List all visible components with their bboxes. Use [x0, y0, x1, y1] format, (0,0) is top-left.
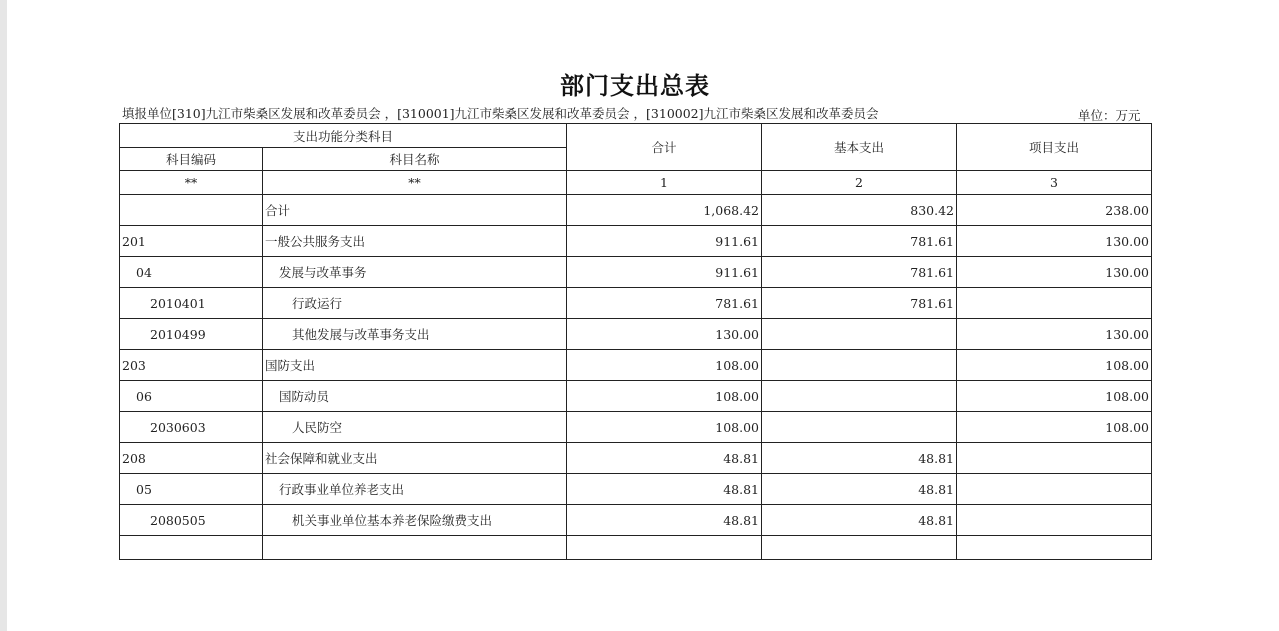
- code-cell: 2080505: [120, 505, 263, 536]
- header-code-mark: **: [120, 171, 263, 195]
- code-cell: [120, 195, 263, 226]
- project-cell: 130.00: [957, 319, 1152, 350]
- basic-cell: 781.61: [762, 257, 957, 288]
- project-cell: [957, 536, 1152, 560]
- basic-cell: [762, 319, 957, 350]
- header-total-no: 1: [567, 171, 762, 195]
- name-cell: 国防动员: [263, 381, 567, 412]
- table-row: [120, 226, 1152, 257]
- code-cell: 203: [120, 350, 263, 381]
- filling-unit-line: 填报单位[310]九江市柴桑区发展和改革委员会 ，[310001]九江市柴桑区发展和改革委员会 ，[310002]九江市柴桑区发展和改革委员会: [122, 106, 879, 121]
- page-title: 部门支出总表: [560, 72, 710, 100]
- total-cell: 108.00: [567, 412, 762, 443]
- code-cell: 05: [120, 474, 263, 505]
- total-cell: 108.00: [567, 350, 762, 381]
- table-row: [120, 350, 1152, 381]
- name-cell: 一般公共服务支出: [263, 226, 567, 257]
- total-cell: 48.81: [567, 505, 762, 536]
- code-cell: 2030603: [120, 412, 263, 443]
- code-cell: [120, 536, 263, 560]
- total-cell: 48.81: [567, 474, 762, 505]
- basic-cell: [762, 381, 957, 412]
- name-cell: 合计: [263, 195, 567, 226]
- total-cell: 781.61: [567, 288, 762, 319]
- table-row: [120, 412, 1152, 443]
- basic-cell: 48.81: [762, 443, 957, 474]
- code-cell: 06: [120, 381, 263, 412]
- expenditure-table: [119, 123, 1152, 560]
- name-cell: 社会保障和就业支出: [263, 443, 567, 474]
- basic-cell: 781.61: [762, 226, 957, 257]
- table-row: [120, 474, 1152, 505]
- basic-cell: [762, 536, 957, 560]
- basic-cell: 48.81: [762, 505, 957, 536]
- name-cell: 其他发展与改革事务支出: [263, 319, 567, 350]
- table-row-empty: [120, 536, 1152, 560]
- table-row: [120, 257, 1152, 288]
- header-code: 科目编码: [120, 148, 263, 171]
- basic-cell: 781.61: [762, 288, 957, 319]
- name-cell: 机关事业单位基本养老保险缴费支出: [263, 505, 567, 536]
- name-cell: 发展与改革事务: [263, 257, 567, 288]
- total-cell: 911.61: [567, 226, 762, 257]
- project-cell: [957, 443, 1152, 474]
- name-cell: [263, 536, 567, 560]
- basic-cell: [762, 412, 957, 443]
- name-cell: 行政事业单位养老支出: [263, 474, 567, 505]
- project-cell: 130.00: [957, 226, 1152, 257]
- total-cell: 1,068.42: [567, 195, 762, 226]
- unit-label: 单位：万元: [1078, 108, 1141, 123]
- basic-cell: 48.81: [762, 474, 957, 505]
- project-cell: 238.00: [957, 195, 1152, 226]
- project-cell: 130.00: [957, 257, 1152, 288]
- table-row: [120, 381, 1152, 412]
- name-cell: 行政运行: [263, 288, 567, 319]
- header-name-mark: **: [263, 171, 567, 195]
- header-name: 科目名称: [263, 148, 567, 171]
- basic-cell: [762, 350, 957, 381]
- header-basic-no: 2: [762, 171, 957, 195]
- table-row: [120, 505, 1152, 536]
- total-cell: [567, 536, 762, 560]
- code-cell: 2010401: [120, 288, 263, 319]
- project-cell: [957, 505, 1152, 536]
- table-row: [120, 195, 1152, 226]
- header-project-no: 3: [957, 171, 1152, 195]
- code-cell: 04: [120, 257, 263, 288]
- project-cell: [957, 288, 1152, 319]
- table-row: [120, 288, 1152, 319]
- total-cell: 108.00: [567, 381, 762, 412]
- name-cell: 国防支出: [263, 350, 567, 381]
- header-project: 项目支出: [957, 124, 1152, 171]
- project-cell: 108.00: [957, 350, 1152, 381]
- project-cell: 108.00: [957, 381, 1152, 412]
- header-basic: 基本支出: [762, 124, 957, 171]
- code-cell: 201: [120, 226, 263, 257]
- total-cell: 130.00: [567, 319, 762, 350]
- project-cell: 108.00: [957, 412, 1152, 443]
- project-cell: [957, 474, 1152, 505]
- header-group: 支出功能分类科目: [120, 124, 567, 148]
- header-total: 合计: [567, 124, 762, 171]
- basic-cell: 830.42: [762, 195, 957, 226]
- code-cell: 2010499: [120, 319, 263, 350]
- table-row: [120, 319, 1152, 350]
- total-cell: 48.81: [567, 443, 762, 474]
- name-cell: 人民防空: [263, 412, 567, 443]
- code-cell: 208: [120, 443, 263, 474]
- table-row: [120, 443, 1152, 474]
- total-cell: 911.61: [567, 257, 762, 288]
